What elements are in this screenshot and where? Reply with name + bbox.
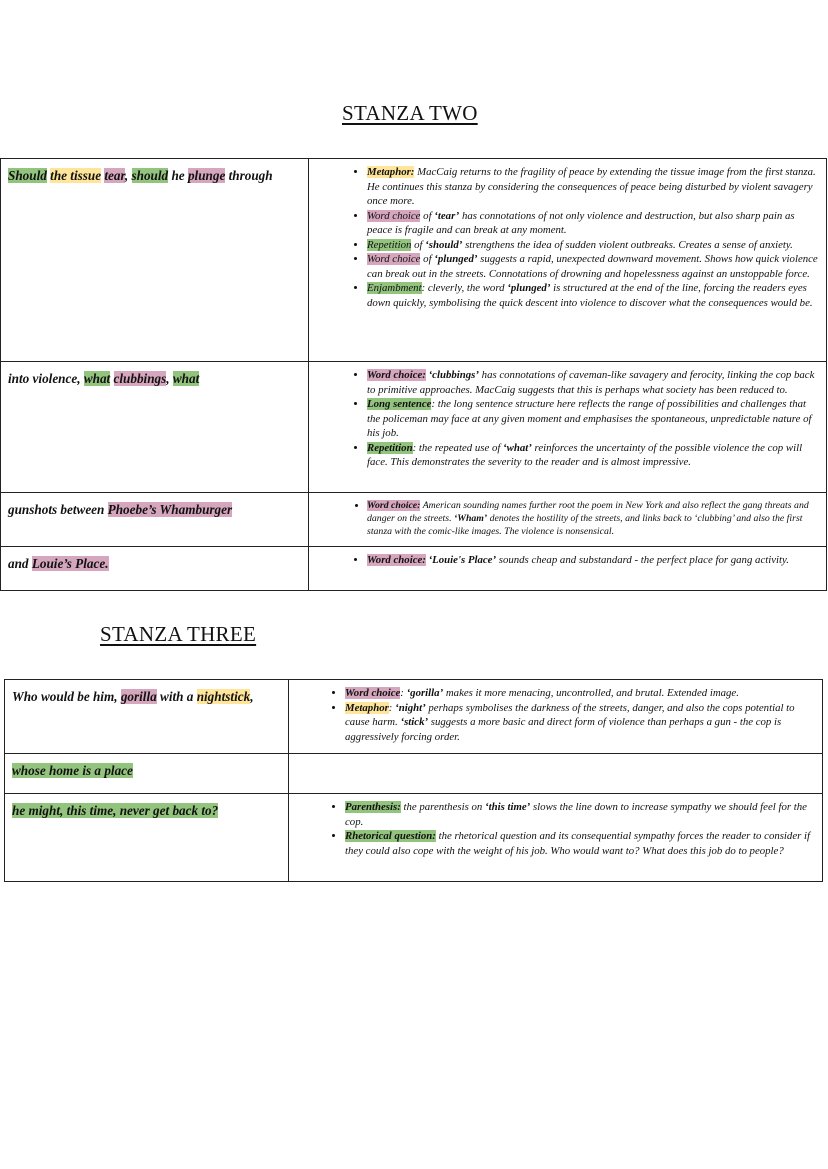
quoted-term: ‘gorilla’ (406, 687, 444, 699)
poem-line (5, 754, 288, 784)
quoted-term: ‘tear’ (434, 209, 460, 222)
analysis-list (289, 680, 822, 748)
highlighted-text: Word choice: (367, 369, 426, 381)
stanza-three-table (4, 679, 823, 882)
poem-line (1, 159, 308, 189)
text-span: through (225, 168, 273, 183)
highlighted-text: whose home is a place (12, 763, 133, 778)
text-span: , (250, 689, 254, 704)
analysis-point (345, 686, 816, 701)
analysis-list (309, 547, 826, 572)
text-span: he (168, 168, 188, 183)
text-span: is structured at the end of the line, forcing the readers eyes down quickly, symbolising the quick descent into violence to discover what the consequences would be. (367, 282, 813, 309)
highlighted-text: Metaphor (345, 701, 389, 714)
table-row (1, 362, 827, 493)
analysis-list (309, 493, 826, 542)
text-span: : the long sentence structure here reflects the range of possibilities and challenges that the policeman may face at any given moment and emphasises the spontaneous, unpredictable nature of his job. (367, 398, 812, 439)
text-span: : cleverly, the word (421, 282, 508, 294)
quoted-term: ‘stick’ (400, 716, 429, 728)
text-span: has connotations of caveman-like savagery and ferocity, linking the cop back to primitive approaches. MacCaig suggests that this is perhaps what society has been reduced to. (367, 369, 815, 396)
text-span: sounds cheap and substandard - the perfect place for gang activity. (496, 554, 789, 566)
highlighted-text: tear (104, 168, 125, 183)
highlighted-text: Phoebe’s Whamburger (107, 502, 233, 517)
highlighted-text: he might, this time, never get back to? (12, 803, 219, 818)
quoted-term: ‘Wham’ (453, 513, 488, 524)
quoted-term: ‘what’ (503, 441, 532, 454)
stanza-two-table (0, 158, 827, 591)
poem-line (5, 680, 288, 710)
highlighted-text: Word choice (367, 253, 421, 265)
text-span: into violence, (8, 371, 84, 386)
stanza-three-heading: STANZA THREE (100, 622, 257, 646)
highlighted-text: Long sentence (367, 398, 432, 410)
text-span: the parenthesis on (400, 801, 485, 813)
highlighted-text: Word choice (367, 209, 421, 222)
text-span: strengthens the idea of sudden violent outbreaks. Creates a sense of anxiety. (462, 238, 793, 251)
poem-line (1, 547, 308, 577)
highlighted-text: Metaphor: (367, 166, 415, 178)
text-span: gunshots between (8, 502, 108, 517)
highlighted-text: Repetition (367, 441, 413, 454)
poem-line (5, 794, 288, 824)
text-span: has connotations of not only violence and destruction, but also sharp pain as peace is fragile and can break at any moment. (367, 209, 795, 236)
text-span: of (411, 238, 426, 251)
highlighted-text: clubbings (113, 371, 167, 386)
text-span: of (420, 209, 435, 222)
text-span: perhaps symbolises the darkness of the streets, danger, and also the cops potential to cause harm. (345, 701, 795, 728)
analysis-point (367, 238, 820, 253)
text-span: , (166, 371, 173, 386)
quoted-term: ‘night’ (395, 701, 426, 714)
analysis-list (309, 159, 826, 314)
highlighted-text: nightstick (196, 689, 251, 704)
highlighted-text: Enjambment (367, 282, 422, 294)
highlighted-text: what (172, 371, 200, 386)
table-row (1, 547, 827, 591)
text-span: Who would be him, (12, 689, 121, 704)
text-span: suggests a rapid, unexpected downward movement. Shows how quick violence can break out in the streets. Connotations of drowning and hopelessness against an unstoppable force. (367, 253, 818, 280)
highlighted-text: plunge (187, 168, 226, 183)
analysis-list (309, 362, 826, 474)
quoted-term: ‘clubbings’ (428, 369, 479, 381)
text-span: denotes the hostility of the streets, and links back to ‘clubbing’ and also the first stanza with the comic-like images. The violence is nonsensical. (367, 513, 803, 537)
table-row (5, 680, 823, 754)
text-span: , (124, 168, 132, 183)
highlighted-text: Word choice (345, 687, 401, 699)
analysis-point (367, 397, 820, 441)
analysis-point (367, 368, 820, 397)
text-span: the rhetorical question and its consequential sympathy forces the reader to consider if they could also cope with the weight of his job. Who would want to? What does this job do to people? (345, 830, 811, 857)
analysis-point (345, 829, 816, 858)
text-span: and (8, 556, 32, 571)
analysis-point (367, 553, 820, 568)
quoted-term: ‘should’ (425, 238, 463, 251)
stanza-two-heading: STANZA TWO (342, 101, 478, 125)
text-span: : (388, 701, 396, 714)
analysis-point (367, 165, 820, 209)
analysis-point (367, 209, 820, 238)
analysis-point (367, 281, 820, 310)
text-span: American sounding names further root the poem in New York and also reflect the gang threats and danger on the streets. (367, 500, 809, 524)
highlighted-text: should (131, 168, 169, 183)
text-span: reinforces the uncertainty of the possible violence the cop will face. This demonstrates the severity to the reader and is almost impressive. (367, 441, 803, 468)
table-row (1, 493, 827, 547)
table-row (1, 159, 827, 362)
analysis-point (345, 701, 816, 745)
highlighted-text: Parenthesis: (345, 801, 401, 813)
text-span: of (420, 253, 435, 265)
quoted-term: ‘plunged’ (507, 282, 551, 294)
analysis-point (345, 800, 816, 829)
highlighted-text: Should (8, 168, 47, 183)
highlighted-text: Word choice: (367, 554, 426, 566)
highlighted-text: Rhetorical question: (345, 830, 436, 842)
highlighted-text: Louie’s Place. (31, 556, 109, 571)
text-span: MacCaig returns to the fragility of peace by extending the tissue image from the first stanza. He continues this stanza by considering the consequences of peace being disturbed by violent savagery once more. (367, 166, 816, 207)
text-span: : (400, 687, 407, 699)
highlighted-text: gorilla (120, 689, 157, 704)
quoted-term: ‘plunged’ (434, 253, 478, 265)
highlighted-text: Repetition (367, 238, 412, 251)
text-span: : the repeated use of (412, 441, 504, 454)
highlighted-text: what (83, 371, 111, 386)
analysis-list (289, 754, 822, 764)
analysis-point (367, 441, 820, 470)
text-span: with a (156, 689, 197, 704)
table-row (5, 754, 823, 794)
text-span: makes it more menacing, uncontrolled, and brutal. Extended image. (443, 687, 739, 699)
highlighted-text: Word choice: (367, 500, 421, 511)
text-span: suggests a more basic and direct form of violence than perhaps a gun - the cop is aggressively forcing order. (345, 716, 782, 743)
poem-line (1, 362, 308, 392)
table-row (5, 794, 823, 882)
analysis-list (289, 794, 822, 862)
analysis-point (367, 499, 820, 538)
quoted-term: ‘this time’ (484, 801, 531, 813)
analysis-point (367, 252, 820, 281)
text-span: slows the line down to increase sympathy we should feel for the cop. (345, 801, 807, 828)
poem-line (1, 493, 308, 523)
quoted-term: ‘Louie's Place’ (428, 554, 497, 566)
highlighted-text: the tissue (50, 168, 102, 183)
